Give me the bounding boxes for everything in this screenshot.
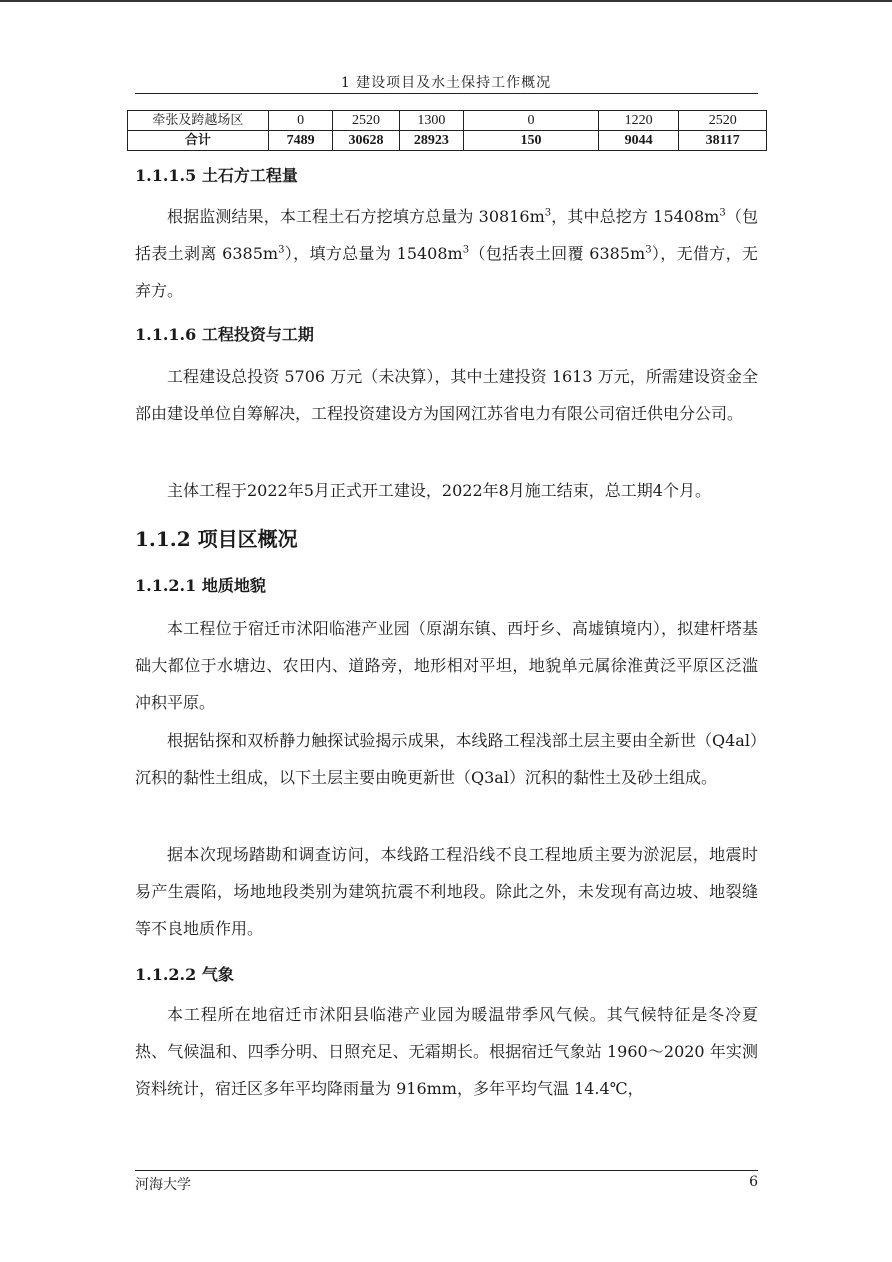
- table-row: [128, 111, 767, 131]
- table-cell: 38117: [679, 131, 767, 151]
- top-border: [0, 0, 892, 2]
- section-heading: 1.1.1.6 工程投资与工期: [135, 325, 314, 344]
- paragraph: [135, 198, 758, 309]
- paragraph: 本工程位于宿迁市沭阳临港产业园（原湖东镇、西圩乡、高墟镇境内），拟建杆塔基础大都位于水塘边、农田内、道路旁，地形相对平坦，地貌单元属徐淮黄泛平原区泛滥冲积平原。: [135, 619, 758, 712]
- paragraph: 根据钻探和双桥静力触探试验揭示成果，本线路工程浅部土层主要由全新世（Q4al）沉积的黏性土组成，以下土层主要由晚更新世（Q3al）沉积的黏性土及砂土组成。: [135, 731, 758, 787]
- paragraph: 主体工程于2022年5月正式开工建设，2022年8月施工结束，总工期4个月。: [167, 481, 711, 500]
- table-cell: 2520: [333, 111, 399, 131]
- superscript: 3: [278, 244, 285, 256]
- table-cell: 0: [464, 111, 599, 131]
- section-heading: 1.1.1.5 土石方工程量: [135, 166, 298, 185]
- superscript: 3: [544, 207, 552, 219]
- text-run: ），填方总量为 15408m: [284, 244, 463, 263]
- table-cell: 0: [268, 111, 332, 131]
- text-run: ），无借方，无弃方。: [135, 244, 758, 300]
- text-run: 根据监测结果，本工程土石方挖填方总量为 30816m: [167, 207, 545, 226]
- text-run: ，其中总挖方 15408m: [551, 207, 720, 226]
- superscript: 3: [719, 207, 726, 219]
- table-cell: 1220: [598, 111, 679, 131]
- table-cell: 150: [464, 131, 599, 151]
- text-run: （包括表土剥离 6385m: [135, 207, 758, 263]
- section-heading: 1.1.2.1 地质地貌: [135, 576, 266, 595]
- table-cell: 28923: [399, 131, 463, 151]
- superscript: 3: [462, 244, 470, 256]
- superscript: 3: [645, 244, 652, 256]
- footer-divider: [135, 1170, 758, 1171]
- paragraph: 工程建设总投资 5706 万元（未决算），其中土建投资 1613 万元，所需建设资金全部由建设单位自筹解决，工程投资建设方为国网江苏省电力有限公司宿迁供电分公司。: [135, 367, 758, 423]
- table-cell: 30628: [333, 131, 399, 151]
- table-cell: 2520: [679, 111, 767, 131]
- header-divider: [135, 93, 758, 94]
- table-cell: 牵张及跨越场区: [128, 111, 269, 131]
- table-cell: 合计: [128, 131, 269, 151]
- earthwork-table: [127, 110, 767, 151]
- paragraph: 据本次现场踏勘和调查访问，本线路工程沿线不良工程地质主要为淤泥层，地震时易产生震陷，场地地段类别为建筑抗震不利地段。除此之外，未发现有高边坡、地裂缝等不良地质作用。: [135, 845, 758, 938]
- footer-institution: 河海大学: [135, 1177, 191, 1193]
- section-heading: 1.1.2.2 气象: [135, 965, 234, 984]
- section-heading: 1.1.2 项目区概况: [135, 527, 298, 551]
- table-row-total: [128, 131, 767, 151]
- running-header: 1 建设项目及水土保持工作概况: [340, 75, 552, 91]
- page-number: 6: [749, 1174, 758, 1190]
- table-cell: 9044: [598, 131, 679, 151]
- paragraph: 本工程所在地宿迁市沭阳县临港产业园为暖温带季风气候。其气候特征是冬冷夏热、气候温和、四季分明、日照充足、无霜期长。根据宿迁气象站 1960～2020 年实测资料统计，宿迁区多年平均降雨量为 916mm，多年平均气温 14.4℃，: [135, 1005, 758, 1098]
- table-cell: 1300: [399, 111, 463, 131]
- text-run: （包括表土回覆 6385m: [469, 244, 646, 263]
- table-cell: 7489: [268, 131, 332, 151]
